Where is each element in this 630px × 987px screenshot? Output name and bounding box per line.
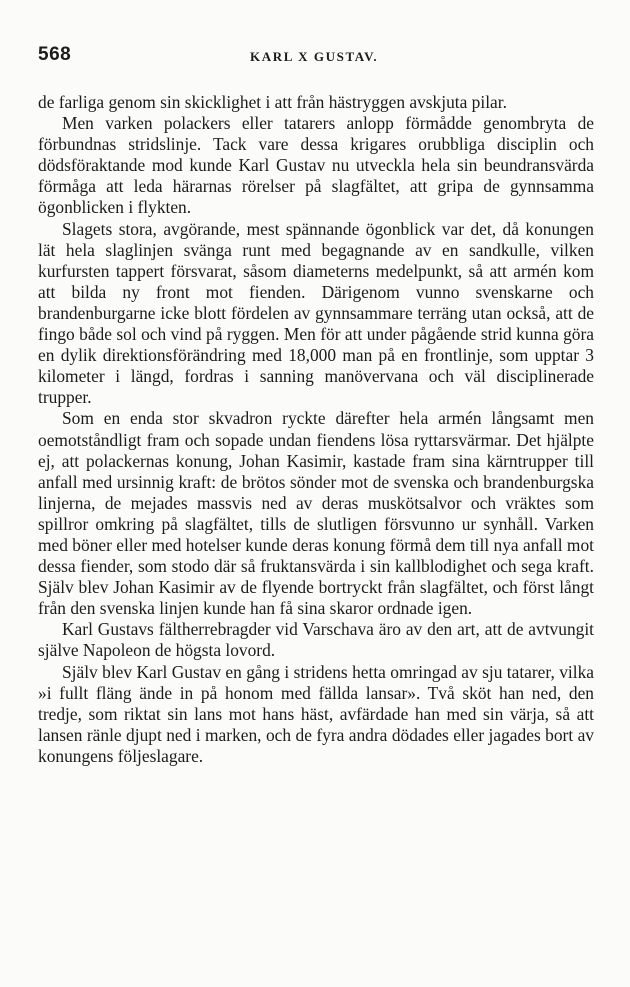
page-header bbox=[38, 44, 590, 70]
paragraph-1: de farliga genom sin skicklighet i att från hästryggen avskjuta pilar. bbox=[38, 92, 507, 112]
paragraph-6: Själv blev Karl Gustav en gång i stridens hetta omringad av sju tatarer, vilka »i fullt fläng ände in på honom med fällda lansar». Två sköt han ned, den tredje, som riktat sin lans mot hans häst, avfärdade han med sin värja, så att lansen ränle djupt ned i marken, och de fyra andra dödades eller jagades bort av konungens följeslagare. bbox=[38, 661, 594, 766]
paragraph-4: Som en enda stor skvadron ryckte därefter hela armén långsamt men oemotståndligt fram och sopade undan fiendens lösa ryttarsvärmar. Det hjälpte ej, att polackernas konung, Johan Kasimir, kastade fram sina kärntrupper till anfall med ursinnig kraft: de brötos sönder mot de svenska och brandenburgska linjerna, de mejades massvis ned av deras muskötsalvor och vräktes som spillror omkring på slagfältet, tills de slutligen försvunno ur synhåll. Varken med böner eller med hotelser kunde deras konung förmå dem till nya anfall mot dessa fiender, som stodo där så fruktansvärda i sin kallblodighet och sega kraft. Själv blev Johan Kasimir av de flyende bortryckt från slagfältet, och först långt från den svenska linjen kunde han få sina skaror ordnade igen. bbox=[38, 408, 594, 619]
paragraph-5: Karl Gustavs fältherrebragder vid Varschava äro av den art, att de avtvungit själve Napoleon de högsta lovord. bbox=[38, 619, 594, 661]
paragraph-2: Men varken polackers eller tatarers anlopp förmådde genombryta de förbundnas stridslinje. Tack vare dessa krigares orubbliga disciplin och dödsföraktande mod kunde Karl Gustav nu utveckla hela sin beundransvärda förmåga att leda härarnas rörelser på slagfältet, att gripa de gynnsamma ögonblicken i flykten. bbox=[38, 113, 594, 218]
running-head: KARL X GUSTAV. bbox=[250, 49, 379, 64]
body-text bbox=[38, 92, 594, 767]
page-number: 568 bbox=[38, 44, 72, 65]
paragraph-3: Slagets stora, avgörande, mest spännande ögonblick var det, då konungen lät hela slaglinjen svänga runt med begagnande av en sandkulle, vilken kurfursten tappert försvarat, såsom diameterns medelpunkt, så att armén kom att bilda ny front mot fienden. Därigenom vunno svenskarne och brandenburgarne icke blott fördelen av gynnsammare terräng utan också, att de fingo både sol och vind på ryggen. Men för att under pågående strid kunna göra en dylik direktionsförändring med 18,000 man på en frontlinje, som upptar 3 kilometer i längd, fordras i sanning manövervana och väl disciplinerade trupper. bbox=[38, 218, 594, 408]
